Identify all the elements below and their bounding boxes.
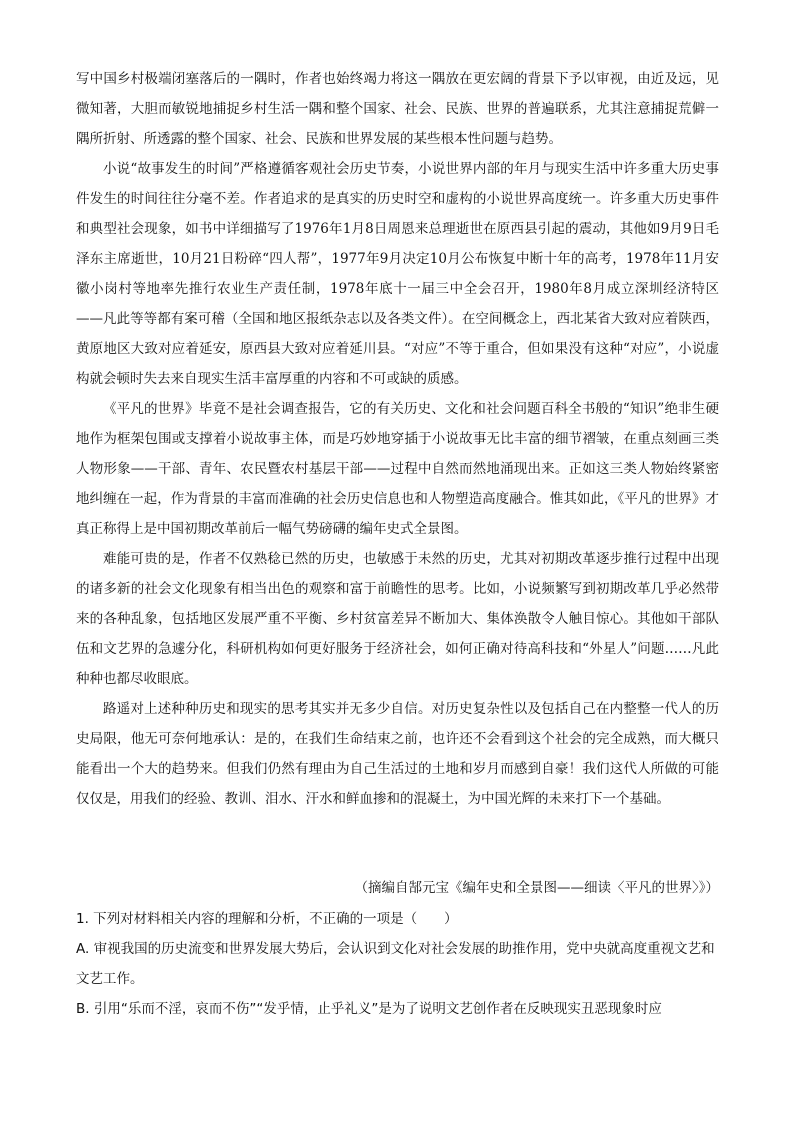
article-paragraph-3: 《平凡的世界》毕竟不是社会调查报告，它的有关历史、文化和社会问题百科全书般的“知识”绝非生硬地作为框架包围或支撑着小说故事主体，而是巧妙地穿插于小说故事无比丰富的细节褶皱，在重点刻画三类人物形象——干部、青年、农民暨农村基层干部——过程中自然而然地涌现出来。正如这三类人物始终紧密地纠缠在一起，作为背景的丰富而准确的社会历史信息也和人物塑造高度融合。惟其如此，《平凡的世界》才真正称得上是中国初期改革前后一幅气势磅礴的编年史式全景图。 [76, 401, 719, 537]
article-paragraph-5: 路遥对上述种种历史和现实的思考其实并无多少自信。对历史复杂性以及包括自己在内整整一代人的历史局限，他无可奈何地承认：是的，在我们生命结束之前，也许还不会看到这个社会的完全成熟，而大概只能看出一个大的趋势来。但我们仍然有理由为自己生活过的土地和岁月而感到自豪！我们这代人所做的可能仅仅是，用我们的经验、教训、泪水、汗水和鲜血掺和的混凝土，为中国光辉的未来打下一个基础。 [76, 701, 719, 807]
option-b: B. 引用“乐而不淫，哀而不伤”“发乎情，止乎礼义”是为了说明文艺创作者在反映现实丑恶现象时应 [76, 1001, 662, 1017]
article-body [76, 64, 719, 814]
article-paragraph-2: 小说“故事发生的时间”严格遵循客观社会历史节奏，小说世界内部的年月与现实生活中许多重大历史事件发生的时间往往分毫不差。作者追求的是真实的历史时空和虚构的小说世界高度统一。许多重大历史事件和典型社会现象，如书中详细描写了1976年1月8日周恩来总理逝世在原西县引起的震动，其他如9月9日毛泽东主席逝世，10月21日粉碎“四人帮”，1977年9月决定10月公布恢复中断十年的高考，1978年11月安徽小岗村等地率先推行农业生产责任制，1978年底十一届三中全会召开，1980年8月成立深圳经济特区——凡此等等都有案可稽（全国和地区报纸杂志以及各类文件）。在空间概念上，西北某省大致对应着陕西，黄原地区大致对应着延安，原西县大致对应着延川县。“对应”不等于重合，但如果没有这种“对应”，小说虚构就会顿时失去来自现实生活丰富厚重的内容和不可或缺的质感。 [76, 161, 719, 387]
question-stem: 1. 下列对材料相关内容的理解和分析，不正确的一项是（ ） [76, 911, 458, 927]
question-block [76, 904, 719, 1024]
article-paragraph-4: 难能可贵的是，作者不仅熟稔已然的历史，也敏感于未然的历史，尤其对初期改革逐步推行过程中出现的诸多新的社会文化现象有相当出色的观察和富于前瞻性的思考。比如，小说频繁写到初期改革几乎必然带来的各种乱象，包括地区发展严重不平衡、乡村贫富差异不断加大、集体涣散令人触目惊心。其他如干部队伍和文艺界的急遽分化，科研机构如何更好服务于经济社会，如何正确对待高科技和“外星人”问题……凡此种种也都尽收眼底。 [76, 551, 719, 687]
option-a: A. 审视我国的历史流变和世界发展大势后，会认识到文化对社会发展的助推作用，党中央就高度重视文艺和文艺工作。 [76, 941, 715, 987]
source-citation: （摘编自郜元宝《编年史和全景图——细读〈平凡的世界〉》） [354, 880, 719, 896]
article-paragraph-1: 写中国乡村极端闭塞落后的一隅时，作者也始终竭力将这一隅放在更宏阔的背景下予以审视，由近及远，见微知著，大胆而敏锐地捕捉乡村生活一隅和整个国家、社会、民族、世界的普遍联系，尤其注意捕捉荒僻一隅所折射、所透露的整个国家、社会、民族和世界发展的某些根本性问题与趋势。 [76, 71, 719, 147]
